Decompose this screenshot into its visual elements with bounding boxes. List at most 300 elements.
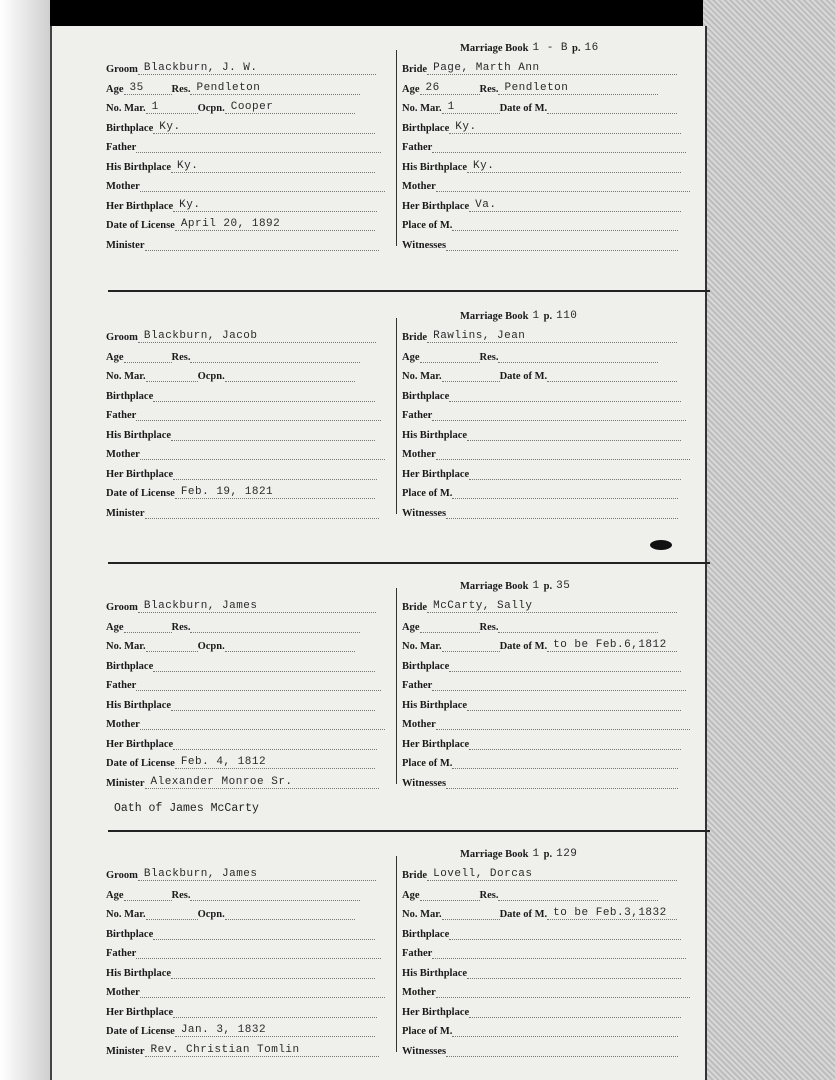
field-value xyxy=(436,717,690,730)
handwritten-value: McCarty, Sally xyxy=(433,600,533,612)
handwritten-value xyxy=(140,985,146,997)
form-row xyxy=(402,218,694,236)
handwritten-value: April 20, 1892 xyxy=(180,218,281,230)
handwritten-value xyxy=(432,140,438,152)
field-value xyxy=(420,888,480,901)
ink-blot xyxy=(650,540,672,550)
field-value xyxy=(190,82,360,95)
field-value xyxy=(498,888,658,901)
field-value xyxy=(547,369,677,382)
field-value xyxy=(173,1005,377,1018)
handwritten-value xyxy=(436,985,442,997)
field-label: Res. xyxy=(171,351,191,363)
field-value xyxy=(138,62,376,75)
field-value xyxy=(449,121,681,134)
field-value xyxy=(436,985,690,998)
field-value xyxy=(427,868,677,881)
handwritten-value xyxy=(452,1024,458,1036)
form-row xyxy=(402,179,694,197)
field-label: Father xyxy=(402,142,433,153)
handwritten-value xyxy=(446,506,452,518)
form-row xyxy=(106,350,396,368)
handwritten-value xyxy=(146,639,152,651)
field-value xyxy=(173,199,377,212)
field-label: His Birthplace xyxy=(402,699,468,711)
marriage-book-reference xyxy=(460,42,603,60)
handwritten-value xyxy=(436,447,442,459)
form-row xyxy=(402,506,694,524)
field-value xyxy=(427,62,677,75)
handwritten-value: Blackburn, James xyxy=(143,868,258,880)
handwritten-value: Rev. Christian Tomlin xyxy=(150,1043,300,1056)
scan-left-margin xyxy=(0,0,50,1080)
field-value xyxy=(145,776,379,789)
field-label: Mother xyxy=(106,987,140,998)
field-label: Father xyxy=(402,948,433,959)
handwritten-value xyxy=(173,467,179,479)
form-row xyxy=(106,486,396,504)
book-value: 16 xyxy=(584,42,599,54)
field-label: Age xyxy=(402,351,420,363)
field-label: Place of M. xyxy=(402,758,453,769)
handwritten-value: 1 xyxy=(151,101,159,113)
handwritten-value xyxy=(124,620,130,632)
book-value: 1 xyxy=(532,580,540,592)
field-label: Age xyxy=(106,83,124,95)
field-value xyxy=(146,907,198,920)
handwritten-value xyxy=(547,101,553,113)
handwritten-value xyxy=(153,659,159,671)
form-row xyxy=(402,350,694,368)
field-label: Mother xyxy=(402,181,436,192)
form-row xyxy=(402,659,694,677)
field-label: Ocpn. xyxy=(197,909,225,920)
field-value xyxy=(225,101,355,114)
field-value xyxy=(446,238,678,251)
field-label: Mother xyxy=(402,449,436,460)
field-value xyxy=(432,946,686,959)
field-value xyxy=(140,985,385,998)
handwritten-value xyxy=(442,639,448,651)
form-row xyxy=(402,888,694,906)
form-row xyxy=(402,428,694,446)
form-row xyxy=(106,756,396,774)
book-label: p. xyxy=(543,849,553,860)
field-label: His Birthplace xyxy=(402,161,468,173)
field-label: Father xyxy=(106,142,137,153)
field-value xyxy=(469,1005,681,1018)
form-row xyxy=(106,62,396,80)
form-row xyxy=(106,620,396,638)
handwritten-value xyxy=(136,678,142,690)
form-row xyxy=(106,199,396,217)
book-value: 35 xyxy=(556,580,571,592)
form-row xyxy=(106,238,396,256)
field-value xyxy=(449,927,681,940)
field-label: Bride xyxy=(402,64,428,75)
field-label: Groom xyxy=(106,64,138,75)
form-row xyxy=(402,447,694,465)
field-value xyxy=(153,389,375,402)
field-label: Res. xyxy=(171,621,191,633)
field-value xyxy=(173,467,377,480)
handwritten-value xyxy=(467,698,473,710)
marriage-book-reference xyxy=(460,310,581,328)
field-value xyxy=(469,467,681,480)
handwritten-value xyxy=(173,737,179,749)
field-label: Minister xyxy=(106,239,145,251)
form-row xyxy=(106,985,396,1003)
form-row xyxy=(402,717,694,735)
form-row xyxy=(402,369,694,387)
field-label: Minister xyxy=(106,777,145,789)
form-row xyxy=(106,121,396,139)
handwritten-value xyxy=(432,678,438,690)
form-row xyxy=(402,678,694,696)
form-row xyxy=(106,82,396,100)
handwritten-value: to be Feb.6,1812 xyxy=(553,639,667,651)
field-label: Her Birthplace xyxy=(106,1006,174,1018)
field-label: Mother xyxy=(106,181,140,192)
handwritten-value: Ky. xyxy=(179,198,201,211)
field-value xyxy=(442,907,500,920)
field-value xyxy=(436,447,690,460)
field-value xyxy=(469,737,681,750)
field-value xyxy=(498,620,658,633)
form-row xyxy=(402,776,694,794)
field-label: Birthplace xyxy=(402,390,450,402)
field-label: No. Mar. xyxy=(106,641,146,652)
field-label: Place of M. xyxy=(402,488,453,499)
field-value xyxy=(153,659,375,672)
form-row xyxy=(106,179,396,197)
handwritten-value xyxy=(136,946,142,958)
column-divider xyxy=(396,588,397,784)
handwritten-value xyxy=(153,389,159,401)
field-label: His Birthplace xyxy=(106,699,172,711)
field-label: Father xyxy=(402,680,433,691)
field-value xyxy=(140,447,385,460)
marriage-book-reference xyxy=(460,848,581,866)
field-value xyxy=(547,907,677,920)
form-row xyxy=(106,330,396,348)
form-row xyxy=(106,678,396,696)
field-label: Age xyxy=(106,621,124,633)
field-value xyxy=(225,369,355,382)
field-label: Mother xyxy=(402,987,436,998)
field-value xyxy=(171,428,375,441)
field-value xyxy=(138,868,376,881)
field-value xyxy=(547,639,677,652)
handwritten-value: 26 xyxy=(425,81,440,94)
form-row xyxy=(402,330,694,348)
form-row xyxy=(106,659,396,677)
book-label: p. xyxy=(572,43,581,54)
field-label: Bride xyxy=(402,870,428,881)
field-value xyxy=(452,486,678,499)
field-value xyxy=(171,698,375,711)
field-value xyxy=(446,776,678,789)
form-row xyxy=(106,966,396,984)
field-label: Age xyxy=(106,889,124,901)
form-row xyxy=(402,737,694,755)
handwritten-value: Rawlins, Jean xyxy=(433,330,526,342)
field-value xyxy=(175,486,375,499)
field-label: Date of License xyxy=(106,488,175,499)
field-label: Date of License xyxy=(106,220,175,231)
field-value xyxy=(136,946,381,959)
handwritten-value xyxy=(432,946,438,958)
field-value xyxy=(427,600,677,613)
handwritten-value xyxy=(146,907,152,919)
field-value xyxy=(547,101,677,114)
form-row xyxy=(402,600,694,618)
record-card-page xyxy=(50,26,707,1080)
handwritten-value: Ky. xyxy=(455,120,477,133)
field-value xyxy=(190,350,360,363)
form-row xyxy=(106,101,396,119)
field-label: Minister xyxy=(106,507,145,519)
form-row xyxy=(106,1044,396,1062)
handwritten-value xyxy=(498,888,504,900)
handwritten-value xyxy=(469,1005,475,1017)
form-row xyxy=(106,907,396,925)
field-label: Witnesses xyxy=(402,777,447,789)
handwritten-value xyxy=(145,238,151,250)
field-label: No. Mar. xyxy=(402,909,442,920)
field-value xyxy=(136,408,381,421)
field-value xyxy=(175,756,375,769)
form-row xyxy=(402,927,694,945)
field-label: Father xyxy=(106,680,137,691)
form-row xyxy=(402,946,694,964)
field-value xyxy=(452,756,678,769)
form-row xyxy=(402,62,694,80)
field-value xyxy=(171,966,375,979)
scan-right-margin xyxy=(703,0,835,1080)
field-value xyxy=(173,737,377,750)
field-label: Age xyxy=(106,351,124,363)
book-label: p. xyxy=(543,311,553,322)
handwritten-value: Ky. xyxy=(177,159,199,172)
field-value xyxy=(124,350,172,363)
field-label: Bride xyxy=(402,332,428,343)
field-value xyxy=(124,888,172,901)
form-row xyxy=(106,639,396,657)
field-value xyxy=(190,888,360,901)
handwritten-value xyxy=(420,350,426,362)
field-label: Father xyxy=(106,410,137,421)
handwritten-value xyxy=(136,408,142,420)
field-value xyxy=(171,160,375,173)
field-value xyxy=(175,218,375,231)
column-divider xyxy=(396,856,397,1052)
handwritten-value xyxy=(420,888,426,900)
book-value: 1 xyxy=(532,310,540,322)
form-row xyxy=(106,868,396,886)
field-value xyxy=(146,101,198,114)
handwritten-value xyxy=(452,756,458,768)
handwritten-value xyxy=(442,907,448,919)
handwritten-value xyxy=(136,140,142,152)
field-label: Mother xyxy=(106,449,140,460)
field-label: Witnesses xyxy=(402,239,447,251)
field-label: Res. xyxy=(479,621,499,633)
field-value xyxy=(467,698,681,711)
field-value xyxy=(498,350,658,363)
field-value xyxy=(432,408,686,421)
handwritten-value xyxy=(547,369,553,381)
form-row xyxy=(106,506,396,524)
handwritten-value xyxy=(436,717,442,729)
form-row xyxy=(402,199,694,217)
form-row xyxy=(402,907,694,925)
handwritten-value xyxy=(498,620,504,632)
field-value xyxy=(442,101,500,114)
field-value xyxy=(124,620,172,633)
field-label: Groom xyxy=(106,870,138,881)
field-label: His Birthplace xyxy=(402,967,468,979)
form-row xyxy=(106,428,396,446)
form-row xyxy=(106,369,396,387)
field-label: Her Birthplace xyxy=(402,738,470,750)
field-value xyxy=(449,389,681,402)
field-value xyxy=(427,330,677,343)
field-value xyxy=(469,199,681,212)
form-row xyxy=(106,467,396,485)
field-value xyxy=(446,506,678,519)
field-label: Witnesses xyxy=(402,507,447,519)
field-value xyxy=(138,600,376,613)
field-label: Birthplace xyxy=(402,122,450,134)
handwritten-value xyxy=(225,369,231,381)
form-row xyxy=(106,160,396,178)
form-row xyxy=(402,140,694,158)
form-row xyxy=(106,776,396,794)
handwritten-value: Lovell, Dorcas xyxy=(433,868,533,880)
handwritten-value xyxy=(498,350,504,362)
form-row xyxy=(106,927,396,945)
field-label: No. Mar. xyxy=(402,371,442,382)
field-value xyxy=(449,659,681,672)
handwritten-value xyxy=(124,350,130,362)
handwritten-value xyxy=(145,506,151,518)
book-label: Marriage Book xyxy=(460,581,529,592)
form-row xyxy=(402,486,694,504)
handwritten-value xyxy=(171,698,177,710)
form-row xyxy=(106,140,396,158)
book-label: Marriage Book xyxy=(460,311,529,322)
record-note: Oath of James McCarty xyxy=(114,802,259,815)
field-value xyxy=(140,717,385,730)
field-label: Ocpn. xyxy=(197,103,225,114)
handwritten-value xyxy=(436,179,442,191)
form-row xyxy=(402,467,694,485)
handwritten-value xyxy=(190,888,196,900)
handwritten-value xyxy=(124,888,130,900)
handwritten-value xyxy=(420,620,426,632)
field-value xyxy=(432,678,686,691)
form-row xyxy=(402,238,694,256)
handwritten-value xyxy=(190,620,196,632)
handwritten-value: to be Feb.3,1832 xyxy=(553,907,667,919)
handwritten-value: Blackburn, James xyxy=(143,600,258,612)
handwritten-value: Page, Marth Ann xyxy=(433,62,540,74)
handwritten-value: Pendleton xyxy=(504,81,569,94)
field-label: Res. xyxy=(171,83,191,95)
handwritten-value xyxy=(446,238,452,250)
field-value xyxy=(420,82,480,95)
field-value xyxy=(420,350,480,363)
form-row xyxy=(402,966,694,984)
field-value xyxy=(436,179,690,192)
field-label: Place of M. xyxy=(402,220,453,231)
handwritten-value: Va. xyxy=(475,198,497,211)
handwritten-value xyxy=(452,218,458,230)
field-label: Birthplace xyxy=(402,928,450,940)
form-row xyxy=(106,389,396,407)
handwritten-value xyxy=(140,717,146,729)
form-row xyxy=(106,447,396,465)
handwritten-value xyxy=(171,428,177,440)
handwritten-value xyxy=(449,389,455,401)
field-label: His Birthplace xyxy=(402,429,468,441)
form-row xyxy=(402,1044,694,1062)
field-label: Res. xyxy=(171,889,191,901)
field-label: Age xyxy=(402,621,420,633)
field-label: Place of M. xyxy=(402,1026,453,1037)
field-value xyxy=(467,428,681,441)
field-label: Birthplace xyxy=(106,122,154,134)
field-label: Date of License xyxy=(106,1026,175,1037)
field-label: Date of M. xyxy=(499,103,548,114)
field-label: Birthplace xyxy=(402,660,450,672)
field-label: Her Birthplace xyxy=(402,1006,470,1018)
field-label: No. Mar. xyxy=(106,103,146,114)
handwritten-value xyxy=(225,907,231,919)
field-label: Mother xyxy=(402,719,436,730)
book-label: Marriage Book xyxy=(460,849,529,860)
field-value xyxy=(225,639,355,652)
handwritten-value: 1 xyxy=(447,101,455,113)
record-separator xyxy=(108,562,710,564)
book-value: 129 xyxy=(556,848,578,860)
field-value xyxy=(145,1044,379,1057)
field-label: Her Birthplace xyxy=(402,468,470,480)
field-label: Mother xyxy=(106,719,140,730)
field-label: Her Birthplace xyxy=(106,200,174,212)
form-row xyxy=(402,160,694,178)
handwritten-value: Alexander Monroe Sr. xyxy=(150,775,293,788)
handwritten-value xyxy=(452,486,458,498)
handwritten-value xyxy=(140,447,146,459)
field-value xyxy=(467,966,681,979)
book-label: Marriage Book xyxy=(460,43,529,54)
form-row xyxy=(106,218,396,236)
field-label: Date of M. xyxy=(499,641,548,652)
field-value xyxy=(452,218,678,231)
record-separator xyxy=(108,290,710,292)
record-separator xyxy=(108,830,710,832)
handwritten-value xyxy=(446,776,452,788)
form-row xyxy=(106,717,396,735)
handwritten-value xyxy=(190,350,196,362)
field-label: Ocpn. xyxy=(197,641,225,652)
field-value xyxy=(175,1024,375,1037)
form-row xyxy=(402,101,694,119)
handwritten-value xyxy=(140,179,146,191)
book-value: 110 xyxy=(556,310,578,322)
